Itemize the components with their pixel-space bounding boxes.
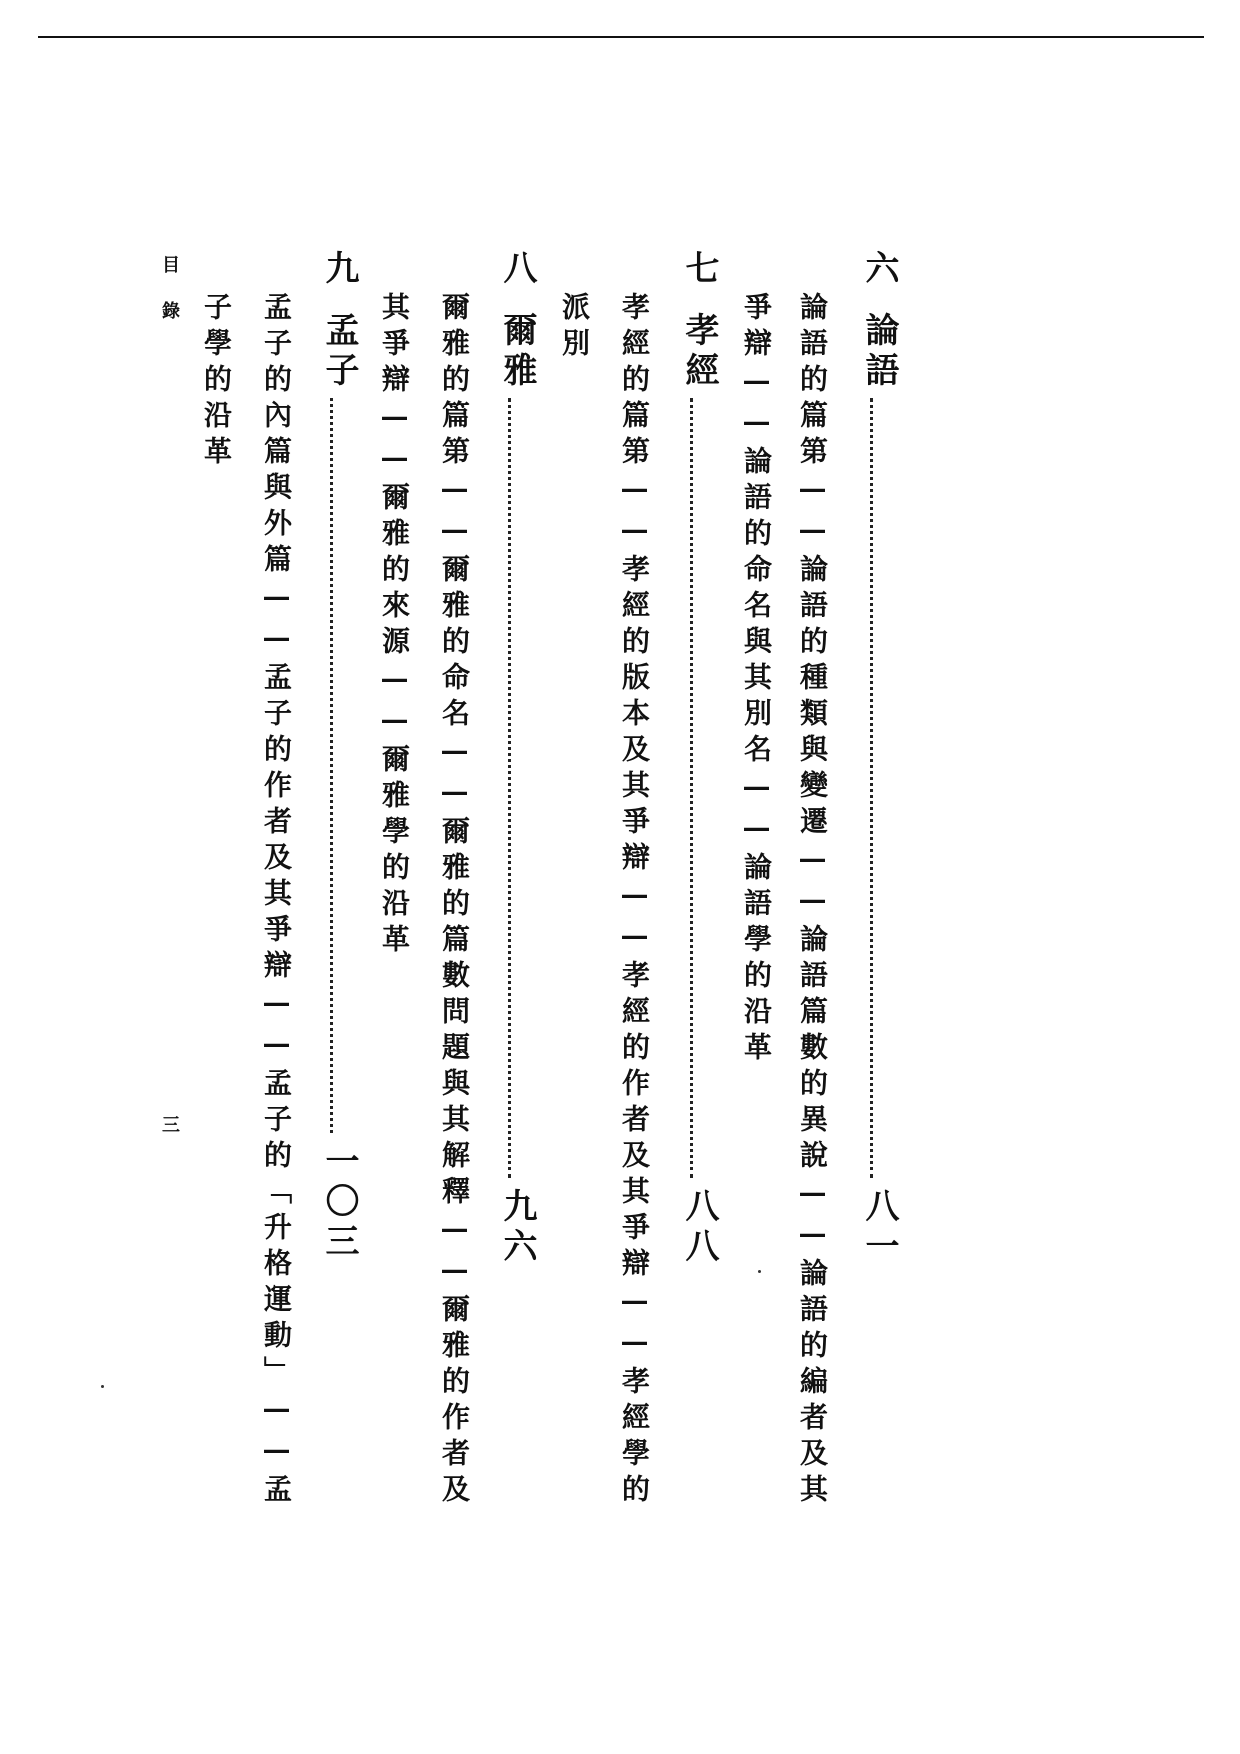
chapter-number: 九 — [319, 250, 359, 290]
chapter-title: 孝經 — [679, 312, 719, 392]
chapter-heading — [497, 250, 537, 1268]
leader-dots — [690, 398, 693, 1178]
chapter-number: 八 — [497, 250, 537, 290]
chapter-title: 爾雅 — [497, 312, 537, 392]
chapter-page-number: 九六 — [497, 1188, 537, 1268]
chapter-heading — [319, 250, 359, 1263]
folio-page-number: 三 — [159, 1115, 180, 1133]
running-head: 目錄 — [159, 255, 180, 347]
leader-dots — [508, 398, 511, 1178]
chapter-page-number: 八八 — [679, 1188, 719, 1268]
chapter-page-number: 八一 — [859, 1188, 899, 1268]
chapter-subtopics-line: 孟子的內篇與外篇——孟子的作者及其爭辯——孟子的「升格運動」——孟 — [260, 292, 293, 1510]
chapter-subtopics-line: 孝經的篇第——孝經的版本及其爭辯——孝經的作者及其爭辯——孝經學的 — [618, 292, 651, 1510]
scan-speck — [758, 1270, 761, 1273]
chapter-subtopics-line: 爾雅的篇第——爾雅的命名——爾雅的篇數問題與其解釋——爾雅的作者及 — [438, 292, 471, 1510]
chapter-subtopics-line: 其爭辯——爾雅的來源——爾雅學的沿革 — [378, 292, 411, 960]
chapter-heading — [859, 250, 899, 1268]
leader-dots — [330, 398, 333, 1133]
chapter-heading — [679, 250, 719, 1268]
chapter-number: 六 — [859, 250, 899, 290]
leader-dots — [870, 398, 873, 1178]
chapter-subtopics-line: 子學的沿革 — [200, 292, 233, 472]
chapter-subtopics-line: 爭辯——論語的命名與其別名——論語學的沿革 — [740, 292, 773, 1068]
chapter-subtopics-line: 派別 — [558, 292, 591, 364]
scan-speck — [101, 1385, 104, 1388]
top-rule — [38, 36, 1204, 38]
chapter-page-number: 一〇三 — [319, 1143, 359, 1263]
chapter-subtopics-line: 論語的篇第——論語的種類與變遷——論語篇數的異說——論語的編者及其 — [796, 292, 829, 1510]
chapter-number: 七 — [679, 250, 719, 290]
chapter-title: 論語 — [859, 312, 899, 392]
chapter-title: 孟子 — [319, 312, 359, 392]
